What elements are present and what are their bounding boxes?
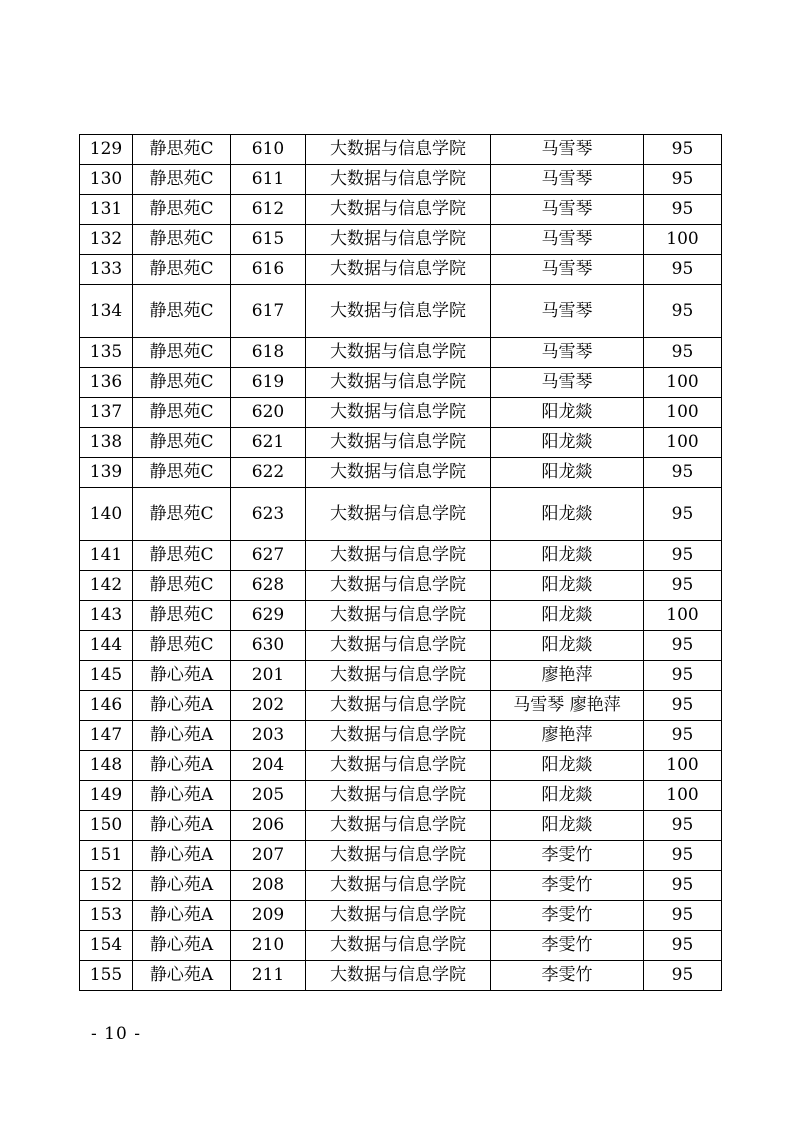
college-cell: 大数据与信息学院: [306, 428, 491, 458]
building-cell: 静心苑A: [133, 811, 231, 841]
row-number-cell: 133: [80, 255, 133, 285]
score-cell: 100: [644, 751, 722, 781]
building-cell: 静思苑C: [133, 541, 231, 571]
row-number-cell: 139: [80, 458, 133, 488]
teacher-cell: 阳龙燚: [491, 781, 644, 811]
room-number-cell: 203: [231, 721, 306, 751]
table-row: [80, 338, 722, 368]
teacher-cell: 马雪琴: [491, 165, 644, 195]
score-cell: 95: [644, 165, 722, 195]
building-cell: 静思苑C: [133, 285, 231, 338]
score-cell: 100: [644, 601, 722, 631]
row-number-cell: 143: [80, 601, 133, 631]
row-number-cell: 134: [80, 285, 133, 338]
building-cell: 静思苑C: [133, 631, 231, 661]
room-number-cell: 627: [231, 541, 306, 571]
teacher-cell: 阳龙燚: [491, 571, 644, 601]
teacher-cell: 阳龙燚: [491, 458, 644, 488]
building-cell: 静心苑A: [133, 721, 231, 751]
row-number-cell: 148: [80, 751, 133, 781]
building-cell: 静思苑C: [133, 571, 231, 601]
table-row: [80, 691, 722, 721]
row-number-cell: 135: [80, 338, 133, 368]
teacher-cell: 马雪琴: [491, 225, 644, 255]
table-row: [80, 841, 722, 871]
row-number-cell: 132: [80, 225, 133, 255]
teacher-cell: 马雪琴 廖艳萍: [491, 691, 644, 721]
table-row: [80, 398, 722, 428]
score-cell: 100: [644, 225, 722, 255]
room-number-cell: 204: [231, 751, 306, 781]
score-cell: 100: [644, 428, 722, 458]
table-row: [80, 541, 722, 571]
building-cell: 静心苑A: [133, 691, 231, 721]
building-cell: 静思苑C: [133, 255, 231, 285]
table-row: [80, 751, 722, 781]
college-cell: 大数据与信息学院: [306, 571, 491, 601]
college-cell: 大数据与信息学院: [306, 691, 491, 721]
table-row: [80, 135, 722, 165]
table-row: [80, 931, 722, 961]
score-cell: 95: [644, 135, 722, 165]
score-cell: 95: [644, 571, 722, 601]
table-row: [80, 255, 722, 285]
score-cell: 95: [644, 841, 722, 871]
row-number-cell: 130: [80, 165, 133, 195]
score-cell: 95: [644, 285, 722, 338]
score-cell: 100: [644, 398, 722, 428]
building-cell: 静心苑A: [133, 961, 231, 991]
building-cell: 静心苑A: [133, 871, 231, 901]
table-row: [80, 661, 722, 691]
table-row: [80, 488, 722, 541]
room-number-cell: 202: [231, 691, 306, 721]
room-number-cell: 615: [231, 225, 306, 255]
college-cell: 大数据与信息学院: [306, 931, 491, 961]
college-cell: 大数据与信息学院: [306, 811, 491, 841]
row-number-cell: 129: [80, 135, 133, 165]
college-cell: 大数据与信息学院: [306, 255, 491, 285]
score-cell: 95: [644, 458, 722, 488]
dormitory-score-table: [79, 134, 722, 991]
teacher-cell: 马雪琴: [491, 135, 644, 165]
college-cell: 大数据与信息学院: [306, 338, 491, 368]
building-cell: 静思苑C: [133, 428, 231, 458]
building-cell: 静思苑C: [133, 135, 231, 165]
college-cell: 大数据与信息学院: [306, 368, 491, 398]
row-number-cell: 150: [80, 811, 133, 841]
score-cell: 95: [644, 541, 722, 571]
room-number-cell: 628: [231, 571, 306, 601]
room-number-cell: 616: [231, 255, 306, 285]
building-cell: 静思苑C: [133, 225, 231, 255]
table-row: [80, 428, 722, 458]
building-cell: 静思苑C: [133, 601, 231, 631]
score-cell: 95: [644, 961, 722, 991]
table-row: [80, 871, 722, 901]
teacher-cell: 廖艳萍: [491, 661, 644, 691]
room-number-cell: 622: [231, 458, 306, 488]
building-cell: 静思苑C: [133, 338, 231, 368]
table-row: [80, 961, 722, 991]
college-cell: 大数据与信息学院: [306, 751, 491, 781]
teacher-cell: 李雯竹: [491, 931, 644, 961]
score-cell: 95: [644, 871, 722, 901]
row-number-cell: 152: [80, 871, 133, 901]
teacher-cell: 阳龙燚: [491, 488, 644, 541]
score-cell: 100: [644, 781, 722, 811]
room-number-cell: 209: [231, 901, 306, 931]
college-cell: 大数据与信息学院: [306, 721, 491, 751]
score-cell: 95: [644, 488, 722, 541]
table-row: [80, 901, 722, 931]
row-number-cell: 154: [80, 931, 133, 961]
room-number-cell: 206: [231, 811, 306, 841]
table-row: [80, 601, 722, 631]
teacher-cell: 李雯竹: [491, 841, 644, 871]
room-number-cell: 210: [231, 931, 306, 961]
building-cell: 静思苑C: [133, 398, 231, 428]
college-cell: 大数据与信息学院: [306, 841, 491, 871]
teacher-cell: 马雪琴: [491, 368, 644, 398]
building-cell: 静思苑C: [133, 458, 231, 488]
table-row: [80, 225, 722, 255]
row-number-cell: 138: [80, 428, 133, 458]
row-number-cell: 140: [80, 488, 133, 541]
college-cell: 大数据与信息学院: [306, 781, 491, 811]
row-number-cell: 137: [80, 398, 133, 428]
room-number-cell: 623: [231, 488, 306, 541]
score-cell: 95: [644, 195, 722, 225]
college-cell: 大数据与信息学院: [306, 871, 491, 901]
room-number-cell: 201: [231, 661, 306, 691]
room-number-cell: 617: [231, 285, 306, 338]
score-cell: 95: [644, 338, 722, 368]
teacher-cell: 廖艳萍: [491, 721, 644, 751]
building-cell: 静心苑A: [133, 781, 231, 811]
table-row: [80, 285, 722, 338]
row-number-cell: 153: [80, 901, 133, 931]
page-number: - 10 -: [91, 1024, 141, 1044]
college-cell: 大数据与信息学院: [306, 631, 491, 661]
room-number-cell: 629: [231, 601, 306, 631]
teacher-cell: 李雯竹: [491, 961, 644, 991]
room-number-cell: 621: [231, 428, 306, 458]
room-number-cell: 610: [231, 135, 306, 165]
row-number-cell: 149: [80, 781, 133, 811]
teacher-cell: 阳龙燚: [491, 541, 644, 571]
college-cell: 大数据与信息学院: [306, 195, 491, 225]
college-cell: 大数据与信息学院: [306, 225, 491, 255]
table-body: [80, 135, 722, 991]
teacher-cell: 马雪琴: [491, 338, 644, 368]
row-number-cell: 142: [80, 571, 133, 601]
score-cell: 95: [644, 631, 722, 661]
room-number-cell: 208: [231, 871, 306, 901]
row-number-cell: 131: [80, 195, 133, 225]
teacher-cell: 阳龙燚: [491, 428, 644, 458]
building-cell: 静心苑A: [133, 661, 231, 691]
room-number-cell: 618: [231, 338, 306, 368]
building-cell: 静思苑C: [133, 488, 231, 541]
room-number-cell: 630: [231, 631, 306, 661]
score-cell: 100: [644, 368, 722, 398]
college-cell: 大数据与信息学院: [306, 601, 491, 631]
score-cell: 95: [644, 255, 722, 285]
row-number-cell: 147: [80, 721, 133, 751]
table-row: [80, 631, 722, 661]
row-number-cell: 155: [80, 961, 133, 991]
row-number-cell: 146: [80, 691, 133, 721]
college-cell: 大数据与信息学院: [306, 488, 491, 541]
teacher-cell: 李雯竹: [491, 901, 644, 931]
teacher-cell: 马雪琴: [491, 255, 644, 285]
college-cell: 大数据与信息学院: [306, 135, 491, 165]
room-number-cell: 620: [231, 398, 306, 428]
building-cell: 静心苑A: [133, 931, 231, 961]
room-number-cell: 611: [231, 165, 306, 195]
row-number-cell: 144: [80, 631, 133, 661]
teacher-cell: 阳龙燚: [491, 601, 644, 631]
room-number-cell: 205: [231, 781, 306, 811]
building-cell: 静思苑C: [133, 195, 231, 225]
table-row: [80, 458, 722, 488]
teacher-cell: 阳龙燚: [491, 811, 644, 841]
score-cell: 95: [644, 901, 722, 931]
table-row: [80, 721, 722, 751]
table-row: [80, 811, 722, 841]
room-number-cell: 207: [231, 841, 306, 871]
table-row: [80, 781, 722, 811]
college-cell: 大数据与信息学院: [306, 961, 491, 991]
table-row: [80, 195, 722, 225]
row-number-cell: 151: [80, 841, 133, 871]
college-cell: 大数据与信息学院: [306, 285, 491, 338]
score-cell: 95: [644, 691, 722, 721]
building-cell: 静心苑A: [133, 901, 231, 931]
table-row: [80, 368, 722, 398]
building-cell: 静心苑A: [133, 751, 231, 781]
building-cell: 静心苑A: [133, 841, 231, 871]
table-row: [80, 165, 722, 195]
score-cell: 95: [644, 661, 722, 691]
score-cell: 95: [644, 931, 722, 961]
row-number-cell: 145: [80, 661, 133, 691]
college-cell: 大数据与信息学院: [306, 541, 491, 571]
row-number-cell: 136: [80, 368, 133, 398]
score-cell: 95: [644, 721, 722, 751]
college-cell: 大数据与信息学院: [306, 165, 491, 195]
teacher-cell: 阳龙燚: [491, 631, 644, 661]
college-cell: 大数据与信息学院: [306, 661, 491, 691]
college-cell: 大数据与信息学院: [306, 458, 491, 488]
room-number-cell: 619: [231, 368, 306, 398]
college-cell: 大数据与信息学院: [306, 398, 491, 428]
teacher-cell: 马雪琴: [491, 285, 644, 338]
teacher-cell: 阳龙燚: [491, 751, 644, 781]
teacher-cell: 马雪琴: [491, 195, 644, 225]
table-row: [80, 571, 722, 601]
score-cell: 95: [644, 811, 722, 841]
college-cell: 大数据与信息学院: [306, 901, 491, 931]
teacher-cell: 阳龙燚: [491, 398, 644, 428]
room-number-cell: 612: [231, 195, 306, 225]
building-cell: 静思苑C: [133, 368, 231, 398]
building-cell: 静思苑C: [133, 165, 231, 195]
teacher-cell: 李雯竹: [491, 871, 644, 901]
row-number-cell: 141: [80, 541, 133, 571]
room-number-cell: 211: [231, 961, 306, 991]
